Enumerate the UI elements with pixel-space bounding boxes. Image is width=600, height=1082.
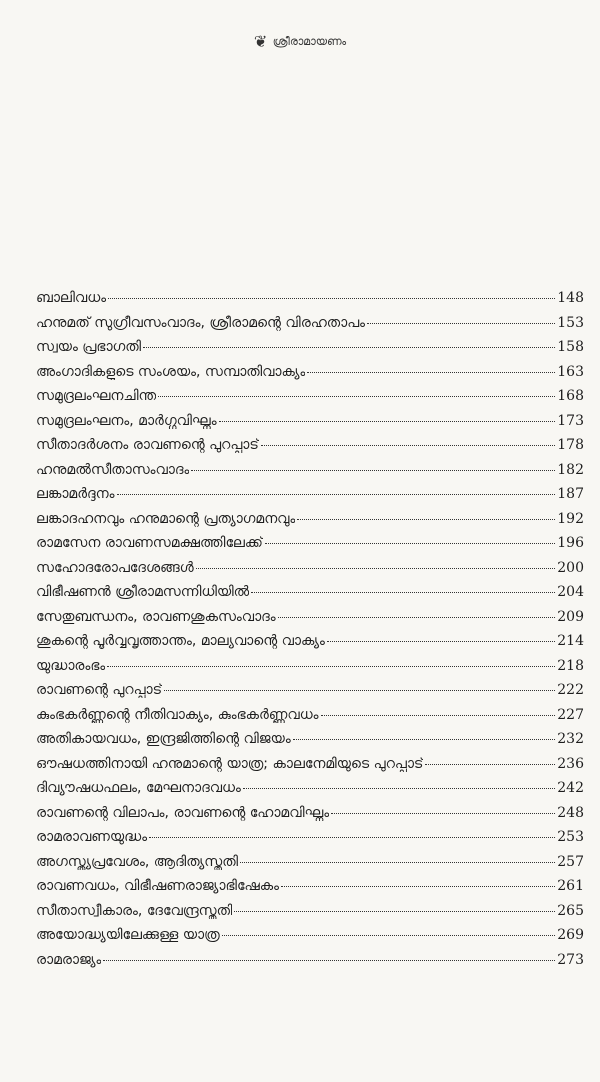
toc-entry-title: യുദ്ധാരംഭം xyxy=(36,657,106,674)
toc-leader-dots xyxy=(108,298,555,299)
toc-leader-dots xyxy=(107,666,555,667)
toc-entry-page-number: 248 xyxy=(557,804,584,821)
toc-entry[interactable] xyxy=(36,756,584,781)
toc-entry-title: രാമരാജ്യം xyxy=(36,951,102,968)
toc-entry-title: സമുദ്രലംഘനം, മാർഗ്ഗവിഘ്നം xyxy=(36,412,217,429)
toc-entry-title: രാവണവധം, വിഭീഷണരാജ്യാഭിഷേകം xyxy=(36,878,280,894)
toc-entry-page-number: 236 xyxy=(557,755,584,772)
toc-entry[interactable] xyxy=(36,927,584,952)
toc-entry-page-number: 218 xyxy=(557,657,584,674)
toc-entry[interactable] xyxy=(36,584,584,609)
table-of-contents xyxy=(36,290,584,976)
toc-leader-dots xyxy=(191,470,555,471)
toc-entry-page-number: 196 xyxy=(557,535,584,551)
toc-entry-title: രാമരാവണയുദ്ധം xyxy=(36,829,148,845)
toc-entry-title: ശുകന്റെ പൂർവ്വവൃത്താന്തം, മാല്യവാന്റെ വാക്യം xyxy=(36,633,325,649)
toc-leader-dots xyxy=(321,715,556,716)
toc-entry[interactable] xyxy=(36,731,584,756)
toc-leader-dots xyxy=(158,396,555,397)
toc-entry-page-number: 242 xyxy=(557,780,584,796)
toc-entry[interactable] xyxy=(36,805,584,830)
toc-entry-page-number: 232 xyxy=(557,731,584,747)
toc-entry[interactable] xyxy=(36,658,584,683)
toc-leader-dots xyxy=(164,690,555,691)
toc-entry[interactable] xyxy=(36,707,584,732)
toc-leader-dots xyxy=(281,886,555,887)
toc-entry-title: സീതാസ്വീകാരം, ദേവേന്ദ്രസ്തുതി xyxy=(36,902,233,919)
toc-entry[interactable] xyxy=(36,952,584,977)
toc-entry[interactable] xyxy=(36,437,584,462)
toc-entry[interactable] xyxy=(36,609,584,634)
toc-leader-dots xyxy=(222,935,556,936)
toc-entry-page-number: 163 xyxy=(557,363,584,380)
toc-entry[interactable] xyxy=(36,388,584,413)
toc-entry-page-number: 200 xyxy=(557,559,584,576)
toc-entry[interactable] xyxy=(36,511,584,536)
toc-entry-title: കുംഭകർണ്ണന്റെ നീതിവാക്യം, കുംഭകർണ്ണവധം xyxy=(36,706,319,723)
toc-entry-page-number: 158 xyxy=(557,339,584,355)
toc-entry-title: ലങ്കാദഹനവും ഹനുമാന്റെ പ്രത്യാഗമനവും xyxy=(36,510,296,527)
toc-entry-title: അഗസ്ത്യപ്രവേശം, ആദിത്യസ്തുതി xyxy=(36,853,239,870)
toc-entry-page-number: 222 xyxy=(557,682,584,698)
toc-entry-page-number: 192 xyxy=(557,510,584,527)
toc-entry-title: സ്വയം പ്രഭാഗതി xyxy=(36,339,142,355)
toc-entry-title: രാവണന്റെ പുറപ്പാട് xyxy=(36,682,163,698)
toc-leader-dots xyxy=(278,617,556,618)
toc-entry-page-number: 261 xyxy=(557,878,584,894)
toc-leader-dots xyxy=(103,960,555,961)
toc-leader-dots xyxy=(261,445,555,446)
toc-entry-title: രാമസേന രാവണസമക്ഷത്തിലേക്ക് xyxy=(36,535,263,551)
toc-entry[interactable] xyxy=(36,878,584,903)
toc-entry-page-number: 153 xyxy=(557,314,584,331)
toc-leader-dots xyxy=(367,323,555,324)
toc-leader-dots xyxy=(143,347,555,348)
toc-leader-dots xyxy=(297,519,555,520)
toc-entry-title: ബാലിവധം xyxy=(36,290,107,306)
toc-entry-page-number: 209 xyxy=(557,608,584,625)
toc-entry-page-number: 182 xyxy=(557,461,584,478)
toc-leader-dots xyxy=(219,421,556,422)
toc-entry-title: സീതാദർശനം രാവണന്റെ പുറപ്പാട് xyxy=(36,437,259,453)
toc-entry[interactable] xyxy=(36,535,584,560)
toc-leader-dots xyxy=(251,592,555,593)
toc-leader-dots xyxy=(307,372,555,373)
toc-entry[interactable] xyxy=(36,560,584,585)
toc-entry-title: ഔഷധത്തിനായി ഹനുമാന്റെ യാത്ര; കാലനേമിയുടെ പുറപ്പാട് xyxy=(36,755,424,772)
toc-leader-dots xyxy=(149,837,555,838)
toc-leader-dots xyxy=(265,543,555,544)
running-header xyxy=(0,32,600,51)
toc-entry-title: രാവണന്റെ വിലാപം, രാവണന്റെ ഹോമവിഘ്നം xyxy=(36,804,330,821)
toc-entry-page-number: 148 xyxy=(557,290,584,306)
toc-entry[interactable] xyxy=(36,780,584,805)
toc-entry-page-number: 269 xyxy=(557,927,584,943)
toc-entry-page-number: 253 xyxy=(557,829,584,845)
toc-entry-title: ദിവ്യൗഷധഫലം, മേഘനാദവധം xyxy=(36,780,241,796)
toc-entry[interactable] xyxy=(36,364,584,389)
toc-entry[interactable] xyxy=(36,315,584,340)
toc-entry[interactable] xyxy=(36,829,584,854)
toc-entry-title: അംഗാദികളുടെ സംശയം, സമ്പാതിവാക്യം xyxy=(36,363,306,380)
toc-leader-dots xyxy=(293,739,556,740)
toc-entry-page-number: 214 xyxy=(557,633,584,649)
toc-leader-dots xyxy=(331,813,555,814)
toc-entry[interactable] xyxy=(36,462,584,487)
toc-leader-dots xyxy=(196,568,556,569)
toc-entry-title: ഹനുമൽസീതാസംവാദം xyxy=(36,461,190,478)
toc-entry-page-number: 265 xyxy=(557,902,584,919)
running-title: ശ്രീരാമായണം xyxy=(272,35,347,48)
toc-entry-title: ലങ്കാമർദ്ദനം xyxy=(36,486,115,502)
toc-entry[interactable] xyxy=(36,290,584,315)
decorative-flourish-icon: ❦ xyxy=(253,32,268,51)
toc-entry-title: വിഭീഷണൻ ശ്രീരാമസന്നിധിയിൽ xyxy=(36,584,250,600)
toc-entry-title: സേതുബന്ധനം, രാവണശുകസംവാദം xyxy=(36,608,276,625)
toc-entry-title: സഹോദരോപദേശങ്ങൾ xyxy=(36,559,194,576)
toc-entry-title: ഹനുമത് സുഗ്രീവസംവാദം, ശ്രീരാമന്റെ വിരഹതാപം xyxy=(36,314,366,331)
toc-entry-page-number: 273 xyxy=(557,951,584,968)
toc-leader-dots xyxy=(425,764,555,765)
toc-entry-page-number: 178 xyxy=(557,437,584,453)
toc-entry[interactable] xyxy=(36,854,584,879)
toc-entry[interactable] xyxy=(36,682,584,707)
toc-entry-page-number: 257 xyxy=(557,853,584,870)
toc-entry-title: അയോദ്ധ്യയിലേക്കുള്ള യാത്ര xyxy=(36,927,220,943)
toc-entry[interactable] xyxy=(36,413,584,438)
toc-leader-dots xyxy=(327,641,555,642)
toc-entry-page-number: 204 xyxy=(557,584,584,600)
toc-leader-dots xyxy=(240,862,555,863)
toc-leader-dots xyxy=(234,911,555,912)
toc-entry[interactable] xyxy=(36,486,584,511)
toc-entry-page-number: 168 xyxy=(557,388,584,404)
toc-entry[interactable] xyxy=(36,633,584,658)
toc-entry[interactable] xyxy=(36,903,584,928)
toc-entry-page-number: 187 xyxy=(557,486,584,502)
toc-entry-page-number: 173 xyxy=(557,412,584,429)
toc-leader-dots xyxy=(243,788,555,789)
toc-entry-page-number: 227 xyxy=(557,706,584,723)
toc-entry-title: സമുദ്രലംഘനചിന്ത xyxy=(36,388,157,404)
toc-entry[interactable] xyxy=(36,339,584,364)
toc-leader-dots xyxy=(117,494,556,495)
toc-entry-title: അതികായവധം, ഇന്ദ്രജിത്തിന്റെ വിജയം xyxy=(36,731,291,747)
